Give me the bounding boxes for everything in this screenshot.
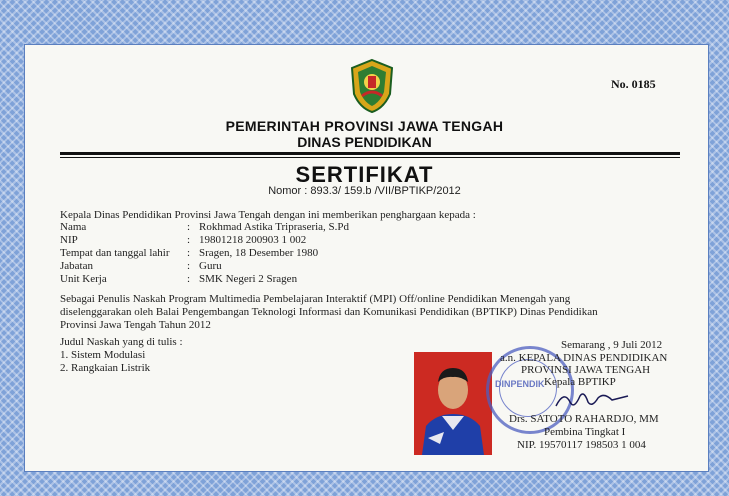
field-label-birth: Tempat dan tanggal lahir (60, 247, 170, 259)
heading-rule-thick (60, 152, 680, 155)
certificate-reference-number: Nomor : 893.3/ 159.b /VII/BPTIKP/2012 (268, 185, 461, 197)
signature-province: PROVINSI JAWA TENGAH (521, 364, 651, 376)
field-value-unit: SMK Negeri 2 Sragen (199, 273, 298, 285)
field-label-unit: Unit Kerja (60, 273, 107, 285)
field-value-nama: Rokhmad Astika Tripraseria, S.Pd (199, 221, 350, 233)
body-line-3: Provinsi Jawa Tengah Tahun 2012 (60, 319, 211, 331)
field-colon: : (187, 260, 191, 272)
recipient-photo (414, 352, 492, 455)
titles-heading: Judul Naskah yang di tulis : (60, 336, 183, 348)
field-value-birth: Sragen, 18 Desember 1980 (199, 247, 319, 259)
field-colon: : (187, 273, 191, 285)
field-colon: : (187, 234, 191, 246)
field-label-nip: NIP (60, 234, 78, 246)
field-colon: : (187, 247, 191, 259)
field-value-nip: 19801218 200903 1 002 (199, 234, 307, 246)
intro-text: Kepala Dinas Pendidikan Provinsi Jawa Tengah dengan ini memberikan penghargaan kepada : (60, 209, 476, 221)
signature-name: Drs. SATOTO RAHARDJO, MM (509, 413, 659, 425)
government-heading: PEMERINTAH PROVINSI JAWA TENGAH (225, 118, 504, 134)
title-item-2: 2. Rangkaian Listrik (60, 362, 151, 374)
stamp-text: DINPENDIK (495, 379, 545, 389)
signature-nip: NIP. 19570117 198503 1 004 (517, 439, 646, 451)
provincial-emblem-logo (348, 58, 396, 114)
field-colon: : (187, 221, 191, 233)
body-line-1: Sebagai Penulis Naskah Program Multimedia Pembelajaran Interaktif (MPI) Off/online Pendidikan Menengah yang (60, 293, 571, 305)
certificate-title: SERTIFIKAT (295, 162, 434, 187)
certificate-number: No. 0185 (611, 77, 656, 91)
body-line-2: diselenggarakan oleh Balai Pengembangan Teknologi Informasi dan Komunikasi Pendidikan (BPTIKP) Dinas Pendidikan (60, 306, 598, 318)
handwritten-signature (552, 388, 632, 412)
signature-on-behalf: a.n. KEPALA DINAS PENDIDIKAN (500, 352, 668, 364)
heading-rule-thin (60, 157, 680, 158)
signature-rank: Pembina Tingkat I (544, 426, 626, 438)
department-heading: DINAS PENDIDIKAN (297, 134, 432, 150)
field-value-jabatan: Guru (199, 260, 222, 272)
title-item-1: 1. Sistem Modulasi (60, 349, 146, 361)
signature-position: Kepala BPTIKP (544, 376, 616, 388)
person-portrait-icon (414, 352, 492, 455)
field-label-nama: Nama (60, 221, 87, 233)
field-label-jabatan: Jabatan (60, 260, 93, 272)
signature-place-date: Semarang , 9 Juli 2012 (561, 339, 663, 351)
